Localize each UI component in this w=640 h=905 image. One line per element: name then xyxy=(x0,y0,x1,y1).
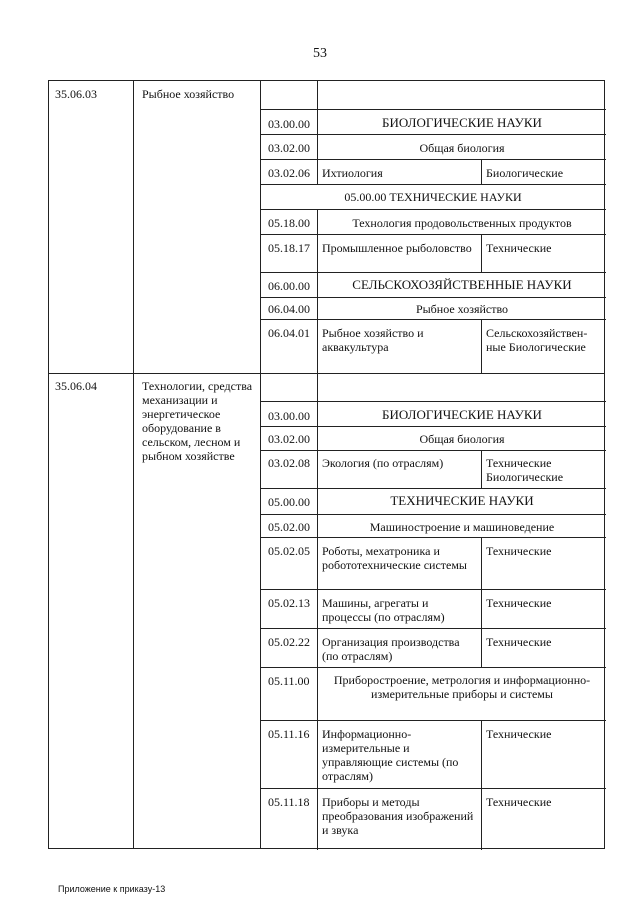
page-number: 53 xyxy=(313,46,327,61)
table-row: 03.02.06 Ихтиология Биологические xyxy=(260,160,606,185)
table-row: 03.00.00 БИОЛОГИЧЕСКИЕ НАУКИ xyxy=(260,401,606,427)
table-row: 03.00.00 БИОЛОГИЧЕСКИЕ НАУКИ xyxy=(260,109,606,135)
table-row: 06.04.01 Рыбное хозяйство и аквакультура Сельскохозяйствен-ные Биологические xyxy=(260,320,606,373)
table-row: 05.02.05 Роботы, мехатроника и робототехнические системы Технические xyxy=(260,538,606,590)
table-row: 05.02.22 Организация производства (по отраслям) Технические xyxy=(260,629,606,668)
column-divider xyxy=(133,81,134,848)
table-row: 05.11.00 Приборостроение, метрология и информационно-измерительные приборы и системы xyxy=(260,668,606,721)
group-1-rows xyxy=(260,81,606,373)
table-row: 05.00.00 ТЕХНИЧЕСКИЕ НАУКИ xyxy=(260,185,606,210)
table-row: 05.11.18 Приборы и методы преобразования изображений и звука Технические xyxy=(260,789,606,850)
group-name: Рыбное хозяйство xyxy=(142,87,235,101)
table-row: 05.18.00 Технология продовольственных продуктов xyxy=(260,210,606,235)
blank-cell xyxy=(260,373,318,401)
blank-cell xyxy=(260,81,318,109)
table-row: 03.02.00 Общая биология xyxy=(260,427,606,451)
group-name: Технологии, средства механизации и энергетическое оборудование в сельском, лесном и рыбном хозяйстве xyxy=(142,379,253,463)
table-row: 05.18.17 Промышленное рыболовство Технические xyxy=(260,235,606,273)
table-row: 03.02.08 Экология (по отраслям) Технические Биологические xyxy=(260,451,606,489)
table-row: 05.02.00 Машиностроение и машиноведение xyxy=(260,515,606,538)
footer-note: Приложение к приказу-13 xyxy=(58,884,166,894)
group-code: 35.06.04 xyxy=(55,379,97,393)
specialty-table xyxy=(48,80,605,849)
group-2-rows xyxy=(260,373,606,850)
table-row: 05.00.00 ТЕХНИЧЕСКИЕ НАУКИ xyxy=(260,489,606,515)
table-row: 06.00.00 СЕЛЬСКОХОЗЯЙСТВЕННЫЕ НАУКИ xyxy=(260,273,606,298)
table-row: 06.04.00 Рыбное хозяйство xyxy=(260,298,606,320)
table-row: 05.02.13 Машины, агрегаты и процессы (по отраслям) Технические xyxy=(260,590,606,629)
table-row: 03.02.00 Общая биология xyxy=(260,135,606,160)
table-row: 05.11.16 Информационно-измерительные и управляющие системы (по отраслям) Технические xyxy=(260,721,606,789)
group-code: 35.06.03 xyxy=(55,87,97,101)
